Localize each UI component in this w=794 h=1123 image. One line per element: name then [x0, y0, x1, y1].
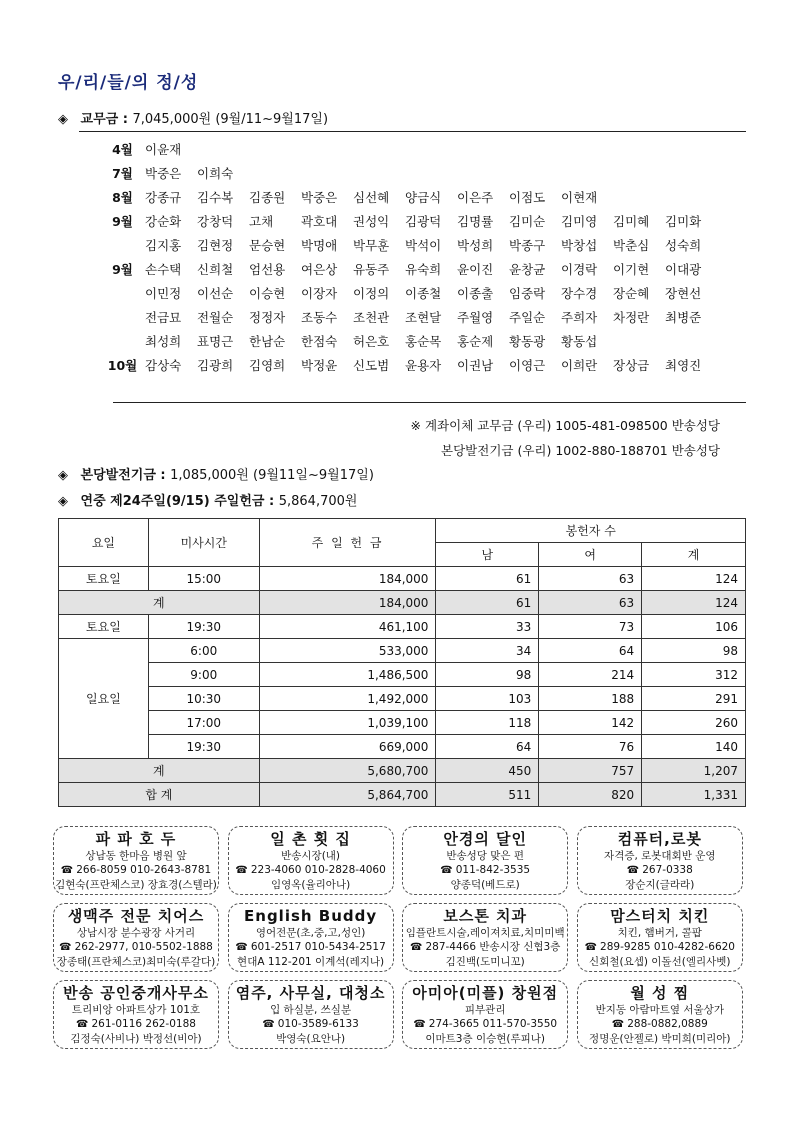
donor-name: 박명애 — [301, 238, 338, 253]
donor-name: 전월순 — [197, 310, 234, 325]
cell-amount: 669,000 — [259, 735, 436, 759]
ad-owner: 신회철(요셉) 이돌선(엘리사벳) — [589, 956, 731, 968]
donor-name: 엄선용 — [249, 262, 286, 277]
development-fund-label: 본당발전기금 : — [80, 468, 166, 483]
cell-time: 19:30 — [148, 735, 259, 759]
cell-amount: 461,100 — [259, 615, 436, 639]
donor-name: 김광희 — [197, 358, 234, 373]
diamond-icon: ◈ — [58, 494, 68, 509]
cell-amount: 1,492,000 — [259, 687, 436, 711]
ad-phone — [54, 863, 218, 878]
donor-name: 박중은 — [145, 166, 182, 181]
donor-name: 이희숙 — [197, 166, 234, 181]
donor-name: 이경락 — [561, 262, 598, 277]
ad-box — [228, 826, 394, 895]
donor-name: 한남순 — [249, 334, 286, 349]
sunday-offering-value: 5,864,700원 — [278, 494, 358, 509]
ad-owner: 장순지(글라라) — [625, 879, 695, 891]
cell-total: 1,207 — [642, 759, 746, 783]
ad-description: 반지동 아람마트옆 서울상가 — [595, 1004, 724, 1016]
donor-name: 이현재 — [561, 190, 598, 205]
donor-name: 장현선 — [665, 286, 702, 301]
cell-male: 103 — [436, 687, 539, 711]
donor-name: 박정윤 — [301, 358, 338, 373]
donor-name: 박석이 — [405, 238, 442, 253]
donor-name: 유동주 — [353, 262, 390, 277]
phone-icon: ☎ — [584, 942, 598, 953]
donor-name: 성숙희 — [665, 238, 702, 253]
cell-time: 9:00 — [148, 663, 259, 687]
donor-name: 김미순 — [509, 214, 546, 229]
donor-name: 최병준 — [665, 310, 702, 325]
ad-description: 자격증, 로봇대회반 운영 — [604, 850, 716, 862]
cell-amount: 5,864,700 — [259, 783, 436, 807]
ad-box — [577, 826, 743, 895]
subtotal-row — [59, 591, 746, 615]
donor-name: 김미화 — [665, 214, 702, 229]
cell-female: 188 — [539, 687, 642, 711]
cell-day: 토요일 — [59, 567, 149, 591]
cell-total: 291 — [642, 687, 746, 711]
donor-name: 이종출 — [457, 286, 494, 301]
donor-name: 이기현 — [613, 262, 650, 277]
donor-name: 김현정 — [197, 238, 234, 253]
donor-name: 장순혜 — [613, 286, 650, 301]
donor-name: 홍순제 — [457, 334, 494, 349]
name-row — [100, 353, 740, 377]
ad-name: 보스톤 치과 — [443, 907, 528, 925]
ad-description: 상남동 한마음 병원 앞 — [85, 850, 187, 862]
ad-phone — [578, 940, 742, 955]
month-label: 4월 — [112, 142, 133, 157]
cell-amount: 184,000 — [259, 591, 436, 615]
ad-phone — [403, 863, 567, 878]
cell-label: 계 — [59, 759, 260, 783]
phone-icon: ☎ — [413, 1019, 426, 1030]
ad-owner: 김현숙(프란체스코) 장효경(스텔라) — [55, 879, 217, 891]
ad-description: 트리비앙 아파트상가 101호 — [71, 1004, 201, 1016]
cell-male: 64 — [436, 735, 539, 759]
donor-name: 윤창균 — [509, 262, 546, 277]
ad-phone-number: 267-0338 — [642, 864, 693, 876]
education-fund-value: 7,045,000원 (9월/11~9월17일) — [132, 112, 329, 127]
cell-total: 1,331 — [642, 783, 746, 807]
donor-name: 윤이진 — [457, 262, 494, 277]
ad-box — [402, 980, 568, 1049]
month-label: 9월 — [112, 214, 133, 229]
divider — [79, 131, 746, 132]
diamond-icon: ◈ — [58, 112, 68, 127]
ad-name: English Buddy — [244, 907, 378, 925]
header-female: 여 — [539, 543, 642, 567]
donor-name: 이은주 — [457, 190, 494, 205]
cell-day: 일요일 — [59, 639, 149, 759]
month-label: 7월 — [112, 166, 133, 181]
ad-phone-number: 288-0882,0889 — [627, 1018, 708, 1030]
name-row — [100, 161, 740, 185]
donor-name: 박중은 — [301, 190, 338, 205]
donor-name: 정정자 — [249, 310, 286, 325]
donor-name: 이종철 — [405, 286, 442, 301]
cell-female: 820 — [539, 783, 642, 807]
month-label: 10월 — [107, 358, 138, 373]
ad-box — [577, 903, 743, 972]
cell-total: 98 — [642, 639, 746, 663]
donor-name: 강창덕 — [197, 214, 234, 229]
donor-name: 김미영 — [561, 214, 598, 229]
cell-day: 토요일 — [59, 615, 149, 639]
name-row — [100, 257, 740, 281]
ad-description: 상남시장 분수광장 사거리 — [76, 927, 196, 939]
ad-owner: 정명운(안젤로) 박미희(미리아) — [589, 1033, 731, 1045]
month-label: 8월 — [112, 190, 133, 205]
ad-phone-number: 011-842-3535 — [455, 864, 531, 876]
donor-name: 이승현 — [249, 286, 286, 301]
donor-name: 김지홍 — [145, 238, 182, 253]
cell-time: 19:30 — [148, 615, 259, 639]
development-fund-row — [58, 464, 374, 483]
header-male: 남 — [436, 543, 539, 567]
cell-total: 312 — [642, 663, 746, 687]
donor-name: 감상숙 — [145, 358, 182, 373]
donor-name: 주월영 — [457, 310, 494, 325]
cell-time: 10:30 — [148, 687, 259, 711]
ad-phone-number: 010-3589-6133 — [277, 1018, 359, 1030]
cell-female: 142 — [539, 711, 642, 735]
cell-female: 64 — [539, 639, 642, 663]
donor-name: 박무훈 — [353, 238, 390, 253]
cell-total: 106 — [642, 615, 746, 639]
donor-name: 허은호 — [353, 334, 390, 349]
page-title: 우/리/들/의 정/성 — [58, 73, 199, 93]
donor-name: 장상금 — [613, 358, 650, 373]
ad-phone — [229, 940, 393, 955]
donor-name: 문승현 — [249, 238, 286, 253]
sunday-offering-label: 연중 제24주일(9/15) 주일헌금 : — [80, 494, 275, 509]
cell-female: 63 — [539, 567, 642, 591]
header-amount: 주 일 헌 금 — [259, 519, 436, 567]
sunday-offering-row — [58, 490, 357, 509]
donor-name: 최성희 — [145, 334, 182, 349]
cell-male: 34 — [436, 639, 539, 663]
donor-name: 이점도 — [509, 190, 546, 205]
donor-name: 김광덕 — [405, 214, 442, 229]
ad-phone-number: 262-2977, 010-5502-1888 — [74, 941, 213, 953]
ad-phone — [54, 1017, 218, 1032]
donor-name: 조천관 — [353, 310, 390, 325]
cell-total: 260 — [642, 711, 746, 735]
ad-phone-number: 223-4060 010-2828-4060 — [250, 864, 386, 876]
ad-phone-number: 266-8059 010-2643-8781 — [76, 864, 212, 876]
table-row — [59, 663, 746, 687]
ad-name: 반송 공인중개사무소 — [63, 984, 209, 1002]
donor-name: 이영근 — [509, 358, 546, 373]
name-row — [100, 329, 740, 353]
header-time: 미사시간 — [148, 519, 259, 567]
donor-name: 신도범 — [353, 358, 390, 373]
table-row — [59, 639, 746, 663]
ad-name: 아미아(미플) 창원점 — [412, 984, 559, 1002]
donor-name: 조동수 — [301, 310, 338, 325]
cell-male: 61 — [436, 567, 539, 591]
donor-name: 권성익 — [353, 214, 390, 229]
ad-phone — [403, 940, 567, 955]
donor-name: 이희란 — [561, 358, 598, 373]
account-line-1: ※ 계좌이체 교무금 (우리) 1005-481-098500 반송성당 — [410, 418, 720, 433]
ad-box — [53, 826, 219, 895]
ad-owner: 임영옥(율리아나) — [270, 879, 351, 891]
donor-name: 한점숙 — [301, 334, 338, 349]
cell-amount: 533,000 — [259, 639, 436, 663]
cell-male: 450 — [436, 759, 539, 783]
cell-female: 76 — [539, 735, 642, 759]
phone-icon: ☎ — [262, 1019, 275, 1030]
donor-name: 박창섭 — [561, 238, 598, 253]
grand-total-row — [59, 783, 746, 807]
donor-name: 이대광 — [665, 262, 702, 277]
ad-phone-number: 287-4466 반송시장 신협3층 — [425, 941, 561, 953]
cell-label: 합 계 — [59, 783, 260, 807]
donor-name: 유숙희 — [405, 262, 442, 277]
cell-time: 6:00 — [148, 639, 259, 663]
phone-icon: ☎ — [611, 1019, 625, 1030]
table-row — [59, 687, 746, 711]
ad-phone — [403, 1017, 567, 1032]
divider — [113, 402, 746, 403]
ad-owner: 장종태(프란체스코)최미숙(루갈다) — [56, 956, 216, 968]
cell-male: 33 — [436, 615, 539, 639]
phone-icon: ☎ — [235, 942, 248, 953]
account-line-2: 본당발전기금 (우리) 1002-880-188701 반송성당 — [441, 443, 720, 458]
donor-name: 주희자 — [561, 310, 598, 325]
ad-box — [402, 826, 568, 895]
ad-box — [577, 980, 743, 1049]
cell-male: 98 — [436, 663, 539, 687]
name-row — [100, 233, 740, 257]
donor-name: 최영진 — [665, 358, 702, 373]
ad-description: 반송시장(내) — [281, 850, 341, 862]
ad-name: 컴퓨터,로봇 — [617, 830, 702, 848]
ad-name: 파 파 호 두 — [95, 830, 177, 848]
cell-female: 757 — [539, 759, 642, 783]
ad-name: 월 성 찜 — [630, 984, 690, 1002]
name-row — [100, 281, 740, 305]
ad-grid — [53, 826, 745, 1049]
ad-phone — [578, 1017, 742, 1032]
table-row — [59, 567, 746, 591]
cell-male: 61 — [436, 591, 539, 615]
donor-name: 이선순 — [197, 286, 234, 301]
phone-icon: ☎ — [60, 865, 74, 876]
donor-name: 김수복 — [197, 190, 234, 205]
cell-amount: 5,680,700 — [259, 759, 436, 783]
donor-name: 여은상 — [301, 262, 338, 277]
donor-name: 심선혜 — [353, 190, 390, 205]
donor-name: 이정의 — [353, 286, 390, 301]
ad-description: 임플란트시술,레이져치료,치미미백 — [405, 927, 565, 939]
name-row — [100, 305, 740, 329]
ad-phone — [229, 1017, 393, 1032]
donor-name: 표명근 — [197, 334, 234, 349]
ad-phone — [229, 863, 393, 878]
education-fund-row — [58, 108, 328, 127]
donor-name: 홍순목 — [405, 334, 442, 349]
ad-box — [228, 903, 394, 972]
donor-name-list — [100, 137, 740, 377]
cell-male: 511 — [436, 783, 539, 807]
ad-phone-number: 601-2517 010-5434-2517 — [250, 941, 386, 953]
donor-name: 차정란 — [613, 310, 650, 325]
donor-name: 곽호대 — [301, 214, 338, 229]
offering-table — [58, 518, 746, 807]
ad-name: 맘스터치 치킨 — [610, 907, 710, 925]
cell-male: 118 — [436, 711, 539, 735]
cell-female: 214 — [539, 663, 642, 687]
subtotal-row — [59, 759, 746, 783]
donor-name: 이장자 — [301, 286, 338, 301]
ad-phone — [578, 863, 742, 878]
ad-box — [53, 980, 219, 1049]
cell-amount: 1,486,500 — [259, 663, 436, 687]
month-label: 9월 — [112, 262, 133, 277]
donor-name: 김명률 — [457, 214, 494, 229]
phone-icon: ☎ — [440, 865, 453, 876]
ad-owner: 김진백(도미니꼬) — [445, 956, 525, 968]
ad-phone — [54, 940, 218, 955]
ad-description: 입 하실분, 쓰실분 — [270, 1004, 352, 1016]
donor-name: 강순화 — [145, 214, 182, 229]
cell-label: 계 — [59, 591, 260, 615]
ad-name: 염주, 사무실, 대청소 — [235, 984, 386, 1002]
cell-time: 17:00 — [148, 711, 259, 735]
donor-name: 윤용자 — [405, 358, 442, 373]
donor-name: 조현달 — [405, 310, 442, 325]
cell-total: 124 — [642, 591, 746, 615]
donor-name: 이민정 — [145, 286, 182, 301]
ad-description: 영어전문(초,중,고,성인) — [255, 927, 366, 939]
donor-name: 이윤재 — [145, 142, 182, 157]
donor-name: 황동섭 — [561, 334, 598, 349]
header-total: 계 — [642, 543, 746, 567]
ad-name: 일 촌 횟 집 — [270, 830, 351, 848]
phone-icon: ☎ — [626, 865, 640, 876]
ad-description: 피부관리 — [464, 1004, 506, 1016]
table-header-row — [59, 519, 746, 543]
ad-owner: 양종덕(베드로) — [450, 879, 520, 891]
donor-name: 주일순 — [509, 310, 546, 325]
development-fund-value: 1,085,000원 (9월11일~9월17일) — [170, 468, 374, 483]
cell-female: 73 — [539, 615, 642, 639]
donor-name: 김종원 — [249, 190, 286, 205]
donor-name: 김영희 — [249, 358, 286, 373]
donor-name: 이권남 — [457, 358, 494, 373]
donor-name: 박종구 — [509, 238, 546, 253]
table-row — [59, 735, 746, 759]
donor-name: 신희철 — [197, 262, 234, 277]
phone-icon: ☎ — [59, 942, 72, 953]
donor-name: 김미혜 — [613, 214, 650, 229]
phone-icon: ☎ — [235, 865, 248, 876]
ad-box — [53, 903, 219, 972]
donor-name: 박성희 — [457, 238, 494, 253]
table-row — [59, 615, 746, 639]
donor-name: 황동광 — [509, 334, 546, 349]
education-fund-label: 교무금 : — [80, 112, 128, 127]
name-row — [100, 185, 740, 209]
cell-time: 15:00 — [148, 567, 259, 591]
donor-name: 박춘심 — [613, 238, 650, 253]
table-row — [59, 711, 746, 735]
ad-owner: 현대A 112-201 이계석(레지나) — [237, 956, 385, 968]
donor-name: 양금식 — [405, 190, 442, 205]
name-row — [100, 137, 740, 161]
phone-icon: ☎ — [76, 1019, 89, 1030]
ad-box — [402, 903, 568, 972]
ad-name: 생맥주 전문 치어스 — [67, 907, 205, 925]
header-day: 요일 — [59, 519, 149, 567]
ad-description: 치킨, 햄버거, 콜팝 — [617, 927, 702, 939]
donor-name: 전금묘 — [145, 310, 182, 325]
cell-female: 63 — [539, 591, 642, 615]
ad-owner: 이마트3층 이승현(루피나) — [425, 1033, 545, 1045]
cell-amount: 1,039,100 — [259, 711, 436, 735]
ad-owner: 김정숙(사비나) 박정선(비아) — [70, 1033, 202, 1045]
donor-name: 임중락 — [509, 286, 546, 301]
donor-name: 손수택 — [145, 262, 182, 277]
ad-owner: 박영숙(요안나) — [276, 1033, 346, 1045]
donor-name: 강종규 — [145, 190, 182, 205]
name-row — [100, 209, 740, 233]
diamond-icon: ◈ — [58, 468, 68, 483]
ad-phone-number: 289-9285 010-4282-6620 — [600, 941, 735, 953]
ad-description: 반송성당 맞은 편 — [446, 850, 525, 862]
ad-phone-number: 261-0116 262-0188 — [91, 1018, 196, 1030]
donor-name: 장수경 — [561, 286, 598, 301]
donor-name: 고채 — [249, 214, 274, 229]
cell-total: 124 — [642, 567, 746, 591]
ad-phone-number: 274-3665 011-570-3550 — [428, 1018, 558, 1030]
phone-icon: ☎ — [409, 942, 423, 953]
header-volunteers: 봉헌자 수 — [436, 519, 746, 543]
cell-amount: 184,000 — [259, 567, 436, 591]
cell-total: 140 — [642, 735, 746, 759]
ad-name: 안경의 달인 — [443, 830, 528, 848]
ad-box — [228, 980, 394, 1049]
